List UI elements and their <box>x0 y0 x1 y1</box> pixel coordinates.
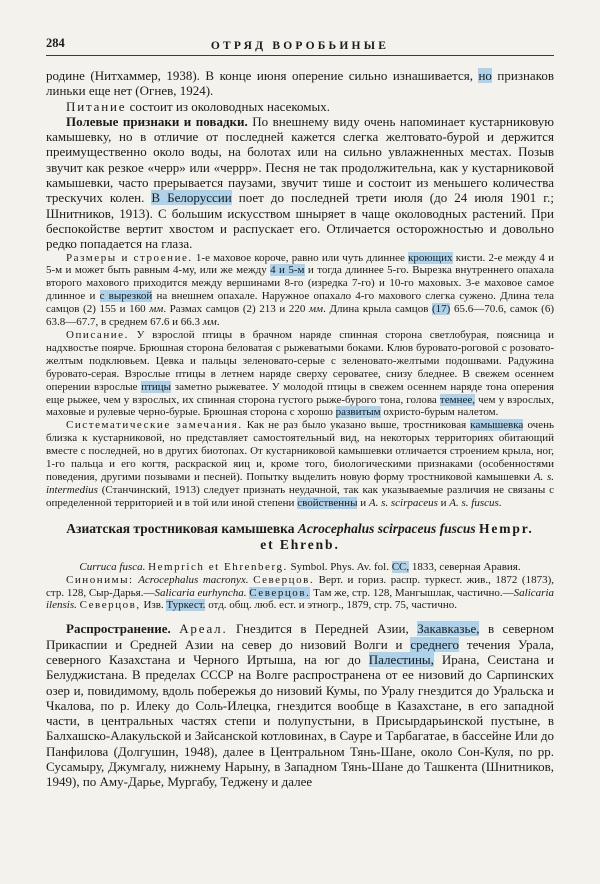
para-systematics <box>46 419 554 509</box>
text-segment: Верт. и гориз. распр. туркест. жив., 1872 (1873), стр. 128, Сыр-Дарья.— <box>46 573 555 599</box>
text-segment: Северцов. <box>253 573 315 586</box>
text-segment: Там же, стр. 128, Мангышлак, частично.— <box>310 586 514 599</box>
para-first-reference <box>46 561 554 574</box>
text-segment: 1-е маховое короче, равно или чуть длиннее <box>192 251 409 264</box>
text-segment: . <box>498 496 502 509</box>
text-segment: Salicaria eurhyncha. <box>154 586 247 599</box>
text-segment: Систематические замечания. <box>66 419 243 432</box>
text-segment: Acrocephalus macronyx. <box>138 573 249 586</box>
para-description <box>46 329 554 419</box>
text-segment: Hemprich et Ehrenberg. <box>148 560 288 573</box>
text-segment: Изв. <box>140 599 167 612</box>
text-segment: (Станчинский, 1913) следует признать неудачной, так как указываемые различия не связаны с определенной территорией и в той или иной степени <box>46 483 554 509</box>
highlighted-text: В Белоруссии <box>151 190 232 206</box>
text-segment: отд. общ. люб. ест. и этногр., 1879, стр. 75, частично. <box>205 599 457 612</box>
text-segment: очень близка к кустарниковой, но представляет самостоятельный вид, на некоторых территориях обитающий вместе с последней, но в других биотопах. От кустарниковой камышевки отличается строением крыла, ног, 1-го пальца и его когтя, раскраской яиц и, кроме того, биологическими признаками (особенностями поведения, другими позывами и песней). Попытку выделить новую форму тростниковой камышевки <box>46 419 554 483</box>
page-header <box>46 36 554 52</box>
text-segment: Symbol. Phys. Av. fol. <box>287 560 392 573</box>
text-segment: мм <box>202 316 217 329</box>
text-segment: в северном Прикаспии и Средней Азии на север до низовий Волги и <box>46 621 554 652</box>
text-segment: A. s. scirpaceus <box>368 496 438 509</box>
text-column <box>46 68 554 790</box>
text-segment: Синонимы: <box>66 573 134 586</box>
highlighted-text: кроющих <box>408 251 453 264</box>
highlighted-text: птицы <box>141 380 172 393</box>
text-segment: кисти. 2-е между 4 и 5-м и может быть равным 4-му, или же между <box>46 251 555 277</box>
text-segment: A. s. intermedius <box>46 470 554 496</box>
text-segment: Acrocephalus scirpaceus fuscus <box>297 520 476 536</box>
text-segment: 1833, северная Аравия. <box>409 560 521 573</box>
text-segment <box>171 621 179 636</box>
text-segment: Северцов, <box>79 599 141 612</box>
para-measurements <box>46 252 554 329</box>
highlighted-text: 4 и 5-м <box>270 264 305 277</box>
text-segment: . Длина крыла самцов <box>323 303 433 316</box>
text-segment: чем у взрослых, маховые и рулевые черно-бурые. Брюшная сторона с хорошо <box>46 393 554 419</box>
text-segment: Питание <box>66 98 127 114</box>
text-segment: . <box>216 316 220 329</box>
text-segment: Ареал. <box>179 621 228 637</box>
text-segment: и <box>437 496 450 509</box>
text-segment: мм <box>309 303 324 316</box>
highlighted-text: развитым <box>335 406 381 419</box>
species-heading <box>60 521 540 554</box>
text-segment: Curruca fusca. <box>79 560 146 573</box>
highlighted-text: с вырезкой <box>99 290 153 303</box>
para-molt-continuation <box>46 68 554 99</box>
para-field-marks <box>46 114 554 252</box>
text-segment: состоит из околоводных насекомых. <box>126 98 330 114</box>
text-segment: охристо-бурым налетом. <box>380 406 499 419</box>
text-segment: У взрослой птицы в брачном наряде спинная сторона светлобурая, поясница и надхвостье поярче. Брюшная сторона беловатая с рыжеватыми боками. Клюв буровато-роговой с розовато-желтым подклювьем. Цевка и пальцы зеленовато-серые с зеленовато-желтыми подошвами. Радужина буровато-серая. Взрослые птицы в летнем наряде сверху сероватее, снизу бледнее. В свежем осеннем оперении взрослые <box>46 329 554 393</box>
text-segment: A. s. fuscus <box>449 496 499 509</box>
text-segment: По внешнему виду очень напоминает кустарниковую камышевку, но в отличие от последней кажется слегка желтовато-бурой и держится преимущественно около воды, на болотах или на сильно увлажненных местах. Позыв звучит как резкое «черр» или «черрр». Песня не так продолжительна, как у кустарниковой камышевки, часто прерывается паузами, звучит тише и состоит из меньшего количества трескучих колен. <box>46 113 554 206</box>
highlighted-text: (17) <box>432 303 451 316</box>
highlighted-text: среднего <box>410 636 460 652</box>
highlighted-text: свойственны <box>297 496 358 509</box>
text-segment: заметно рыжеватее. У молодой птицы в свежем осеннем наряде тона оперения еще рыжее, чем у взрослых, их спинная сторона густого рыже-бурого тона, голова <box>46 380 554 406</box>
page-number: 284 <box>46 36 65 50</box>
header-rule <box>46 55 554 56</box>
text-segment: признаков линьки еще нет (Огнев, 1924). <box>46 68 554 99</box>
text-segment: Распространение. <box>66 621 171 637</box>
text-segment: Описание. <box>66 329 129 341</box>
text-segment: Как не раз было указано выше, тростниковая <box>242 419 471 432</box>
para-synonyms <box>46 574 554 613</box>
text-segment: Гнездится в Передней Азии, <box>227 621 418 637</box>
text-segment: Ирана, Сеистана и Белуджистана. В пределах СССР на Волге распространена от ее низовий до Сарпинских озер и, повидимому, вдоль побережья до низовий Кумы, по Уралу гнездится до Уральска и Чкалова, по р. Илеку до Соль-Илецка, гнездится вообще в Казахстане, в его западной части, в центральных частях степи и полупустыни, в Присырдарьинской пустыне, в Балхашско-Алакульской и Зайсанской котловинах, в Сауре и Тарбагатае, в бассейне Или до Панфилова (Долгушин, 1948), далее в Центральном Тянь-Шане, около Сон-Куля, по рр. Сусамыру, Джумгалу, нижнему Нарыну, в Западном Тянь-Шане до Ташкента (Шнитников, 1949), по Аму-Дарье, Мургабу, Теджену и далее <box>46 651 554 790</box>
highlighted-text: CC, <box>391 560 410 573</box>
highlighted-text: Закавказье, <box>417 621 480 637</box>
highlighted-text: темнее, <box>439 393 475 406</box>
text-segment: Полевые признаки и повадки. <box>66 113 248 129</box>
text-segment: Размеры и строение. <box>66 251 193 264</box>
text-segment: 65.6—70.6, самок (6) 63.8—67.7, в среднем 67.6 и 66.3 <box>46 303 554 329</box>
highlighted-text: но <box>478 68 492 83</box>
text-segment: . Размах самцов (2) 213 и 220 <box>163 303 310 316</box>
text-segment: на внешнем опахале. Наружное опахало 4-го махового слегка сужено. Длина тела самцов (2) 155 и 160 <box>46 290 554 316</box>
text-segment: поет до последней трети июля (до 24 июля 1901 г.; Шнитников, 1913). С большим искусством шныряет в чаще околоводных растений. При беспокойстве вертит хвостом и распускает его. Отличается осторожностью и довольно редко попадается на глаза. <box>46 190 554 252</box>
text-segment: Hempr. et Ehrenb. <box>260 520 534 553</box>
running-title: ОТРЯД ВОРОБЬИНЫЕ <box>210 40 390 52</box>
highlighted-text: камышевка <box>470 419 524 432</box>
highlighted-text: Туркест. <box>166 599 206 612</box>
para-distribution <box>46 621 554 789</box>
text-segment: и <box>357 496 369 509</box>
highlighted-text: Палестины, <box>368 651 434 667</box>
text-segment: родине (Нитхаммер, 1938). В конце июня оперение сильно изнашивается, <box>46 68 479 83</box>
text-segment: Азиатская тростниковая камышевка <box>66 520 298 536</box>
text-segment: мм <box>149 303 164 316</box>
text-segment: и тогда длиннее 5-го. Вырезка внутреннего опахала второго махового приходится между вершинами 8-го (изредка 7-го) и 10-го маховых. 3-е маховое самое длинное и <box>46 264 554 303</box>
text-segment: Salicaria ilensis. <box>46 586 555 612</box>
para-feeding <box>46 99 554 114</box>
text-segment: течения Урала, северного Казахстана и Черного Иртыша, на юг до <box>46 636 554 667</box>
highlighted-text: Северцов. <box>249 586 311 599</box>
